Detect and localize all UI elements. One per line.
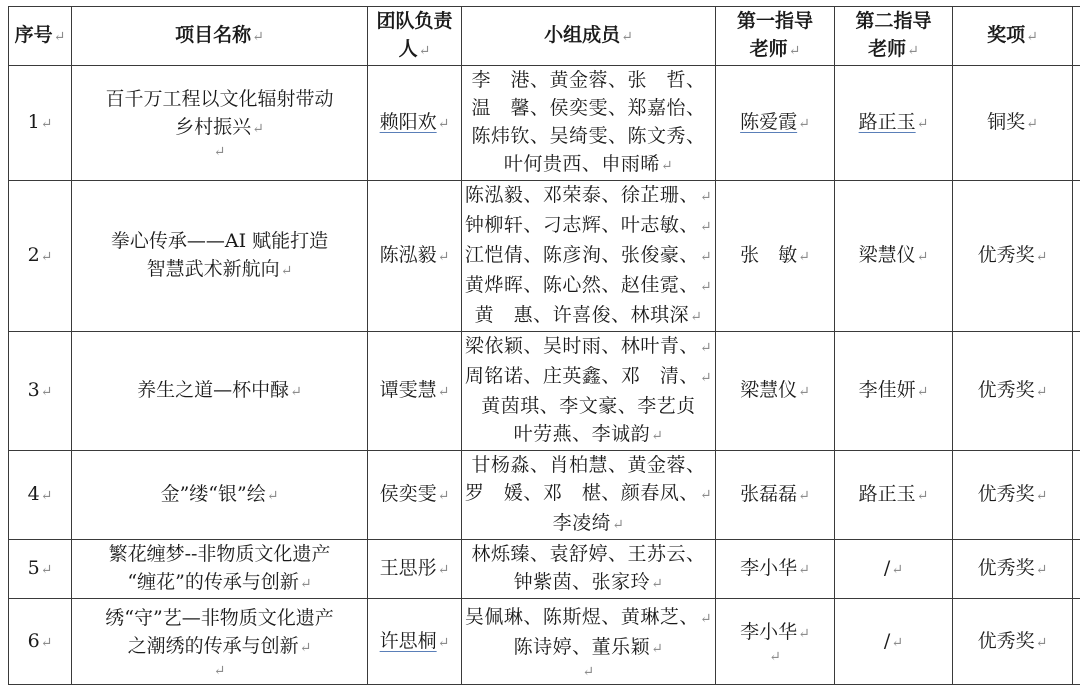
header-project: 项目名称↵ bbox=[72, 7, 368, 66]
row-leader: 赖阳欢↵ bbox=[368, 66, 462, 181]
row-award: 铜奖↵ bbox=[953, 66, 1073, 181]
row-members: 林烁臻、袁舒婷、王苏云、 钟紫茵、张家玲↵ bbox=[462, 540, 716, 599]
row-leader: 王思彤↵ bbox=[368, 540, 462, 599]
row-leader: 侯奕雯↵ bbox=[368, 451, 462, 540]
row-award: 优秀奖↵ bbox=[953, 451, 1073, 540]
row-no: 5↵ bbox=[9, 540, 72, 599]
row-leader: 谭雯慧↵ bbox=[368, 332, 462, 451]
header-advisor2: 第二指导 老师↵ bbox=[835, 7, 953, 66]
row-advisor2: 路正玉↵ bbox=[835, 451, 953, 540]
row-advisor2: 李佳妍↵ bbox=[835, 332, 953, 451]
awards-table bbox=[8, 6, 1080, 685]
row-edge-cell bbox=[1073, 451, 1080, 540]
row-edge-cell bbox=[1073, 181, 1080, 332]
row-members: 陈泓毅、邓荣泰、徐芷珊、↵ 钟柳轩、刁志辉、叶志敏、↵ 江恺倩、陈彦洵、张俊豪、↵ 黄烨晖、陈心然、赵佳霓、↵ 黄 惠、许喜俊、林琪深↵ bbox=[462, 181, 716, 332]
row-advisor1: 张 敏↵ bbox=[716, 181, 835, 332]
header-award: 奖项↵ bbox=[953, 7, 1073, 66]
table-row bbox=[9, 332, 1080, 451]
row-project: 养生之道—杯中醁↵ bbox=[72, 332, 368, 451]
row-advisor1: 梁慧仪↵ bbox=[716, 332, 835, 451]
table-row bbox=[9, 181, 1080, 332]
row-edge-cell bbox=[1073, 599, 1080, 685]
row-advisor1: 李小华↵ bbox=[716, 540, 835, 599]
row-no: 4↵ bbox=[9, 451, 72, 540]
row-award: 优秀奖↵ bbox=[953, 181, 1073, 332]
header-row bbox=[9, 7, 1080, 66]
table-row bbox=[9, 66, 1080, 181]
row-edge-cell bbox=[1073, 66, 1080, 181]
row-leader: 陈泓毅↵ bbox=[368, 181, 462, 332]
row-no: 6↵ bbox=[9, 599, 72, 685]
row-members: 吴佩琳、陈斯煜、黄琳芝、↵ 陈诗婷、董乐颖↵ ↵ bbox=[462, 599, 716, 685]
header-leader: 团队负责 人↵ bbox=[368, 7, 462, 66]
row-award: 优秀奖↵ bbox=[953, 540, 1073, 599]
row-members: 梁依颖、吴时雨、林叶青、↵ 周铭诺、庄英鑫、邓 清、↵ 黄茵琪、李文豪、李艺贞 叶劳燕、李诚韵↵ bbox=[462, 332, 716, 451]
row-edge-cell bbox=[1073, 540, 1080, 599]
header-no: 序号↵ bbox=[9, 7, 72, 66]
row-project: 繁花缠梦--非物质文化遗产 “缠花”的传承与创新↵ bbox=[72, 540, 368, 599]
row-advisor2: /↵ bbox=[835, 540, 953, 599]
row-no: 1↵ bbox=[9, 66, 72, 181]
row-project: 百千万工程以文化辐射带动 乡村振兴↵ ↵ bbox=[72, 66, 368, 181]
row-advisor2: /↵ bbox=[835, 599, 953, 685]
row-advisor2: 梁慧仪↵ bbox=[835, 181, 953, 332]
table-row bbox=[9, 599, 1080, 685]
row-project: 拳心传承——AI 赋能打造 智慧武术新航向↵ bbox=[72, 181, 368, 332]
row-no: 3↵ bbox=[9, 332, 72, 451]
header-edge-cell bbox=[1073, 7, 1080, 66]
row-members: 甘杨淼、肖柏慧、黄金蓉、 罗 媛、邓 椹、颜春凤、↵ 李凌绮↵ bbox=[462, 451, 716, 540]
row-advisor1: 张磊磊↵ bbox=[716, 451, 835, 540]
row-award: 优秀奖↵ bbox=[953, 332, 1073, 451]
row-no: 2↵ bbox=[9, 181, 72, 332]
row-award: 优秀奖↵ bbox=[953, 599, 1073, 685]
header-advisor1: 第一指导 老师↵ bbox=[716, 7, 835, 66]
row-project: 绣“守”艺—非物质文化遗产 之潮绣的传承与创新↵ ↵ bbox=[72, 599, 368, 685]
row-members: 李 港、黄金蓉、张 哲、 温 馨、侯奕雯、郑嘉怡、 陈炜钦、吴绮雯、陈文秀、 叶何贵西、申雨晞↵ bbox=[462, 66, 716, 181]
row-leader: 许思桐↵ bbox=[368, 599, 462, 685]
row-advisor2: 路正玉↵ bbox=[835, 66, 953, 181]
table-row bbox=[9, 451, 1080, 540]
row-project: 金”缕“银”绘↵ bbox=[72, 451, 368, 540]
header-members: 小组成员↵ bbox=[462, 7, 716, 66]
row-edge-cell bbox=[1073, 332, 1080, 451]
row-advisor1: 李小华↵ ↵ bbox=[716, 599, 835, 685]
row-advisor1: 陈爱霞↵ bbox=[716, 66, 835, 181]
table-row bbox=[9, 540, 1080, 599]
